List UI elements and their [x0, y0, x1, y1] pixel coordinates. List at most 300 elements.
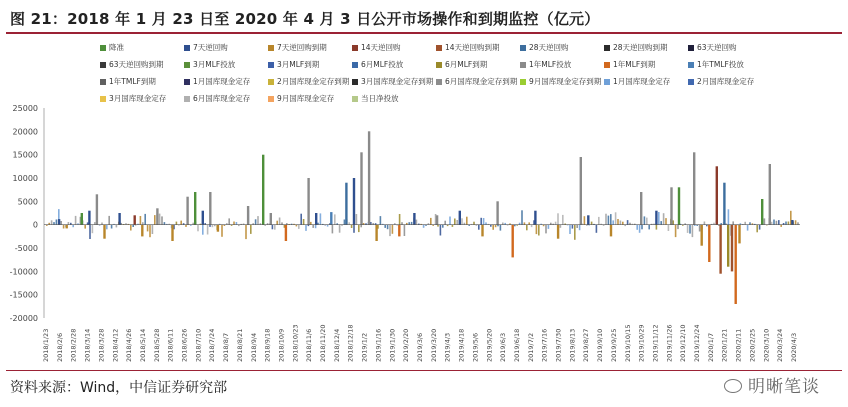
chart-bar	[332, 225, 334, 234]
chart-bar	[490, 225, 492, 227]
chart-bar	[408, 222, 410, 225]
chart-bar	[315, 213, 317, 225]
chart-bar	[555, 222, 557, 225]
legend-label: 1年TMLF到期	[109, 77, 156, 86]
chart-bar	[270, 213, 272, 225]
chart-bar	[610, 225, 612, 237]
chart-bar	[154, 215, 156, 225]
chart-bar	[788, 222, 790, 225]
chart-bar	[161, 216, 163, 224]
chart-bar	[307, 178, 309, 225]
chart-bar	[693, 152, 695, 224]
chart-bar	[480, 218, 482, 225]
x-tick-label: 2019/9/10	[596, 328, 605, 362]
chart-bar	[312, 225, 314, 228]
x-tick-label: 2020/1/7	[706, 332, 715, 362]
chart-bar	[156, 208, 158, 224]
x-tick-label: 2019/7/30	[554, 328, 563, 362]
legend-label: 9月国库现金定存	[277, 94, 335, 103]
chart-bar	[281, 222, 283, 224]
chart-bar	[778, 220, 780, 225]
chart-bar	[440, 225, 442, 236]
legend-label: 7天逆回购	[193, 43, 228, 52]
chart-bar	[94, 222, 96, 225]
x-tick-label: 2019/6/3	[499, 332, 508, 362]
x-tick-label: 2019/10/29	[637, 324, 646, 362]
legend-label: 1年MLF投放	[529, 60, 572, 69]
x-tick-label: 2019/3/20	[429, 328, 438, 362]
chart-bar	[348, 222, 350, 224]
legend-label: 6月国库现金定存	[193, 94, 251, 103]
chart-bar	[538, 225, 540, 236]
chart-bar	[749, 222, 751, 224]
chart-bar	[744, 222, 746, 225]
chart-bar	[708, 225, 710, 262]
chart-bar	[735, 225, 737, 304]
chart-bar	[780, 225, 782, 227]
chart-bar	[485, 222, 487, 224]
chart-bar	[118, 213, 120, 225]
chart-bar	[48, 223, 50, 225]
chart-bar	[622, 222, 624, 225]
chart-bar	[279, 218, 281, 225]
chart-bar	[368, 131, 370, 224]
chart-bar	[502, 223, 504, 225]
chart-bar	[531, 225, 533, 227]
chart-bar	[144, 214, 146, 225]
x-tick-label: 2018/7/24	[208, 328, 217, 362]
chart-bar	[574, 225, 576, 240]
chart-bar	[636, 225, 638, 230]
x-tick-label: 2019/1/30	[388, 328, 397, 362]
x-tick-label: 2018/9/4	[249, 332, 258, 362]
x-tick-label: 2019/5/20	[485, 328, 494, 362]
y-tick-label: 10000	[12, 174, 38, 183]
chart-bar	[81, 213, 83, 225]
chart-bar	[392, 225, 394, 234]
chart-bar	[521, 210, 523, 224]
chart-bar	[389, 225, 391, 236]
x-tick-label: 2018/7/10	[194, 328, 203, 362]
chart-bar	[608, 216, 610, 225]
chart-bar	[72, 225, 74, 228]
chart-bar	[496, 201, 498, 224]
chart-bar	[358, 225, 360, 232]
x-tick-label: 2020/3/24	[776, 328, 785, 362]
chart-bar	[579, 225, 581, 231]
chart-bar	[689, 225, 691, 234]
chart-bar	[591, 222, 593, 225]
chart-bar	[186, 197, 188, 225]
x-tick-label: 2018/8/21	[235, 328, 244, 362]
chart-bar	[398, 225, 400, 237]
legend-label: 63天逆回购	[697, 43, 737, 52]
chart-bar	[776, 221, 778, 225]
chart-bar	[250, 225, 252, 234]
chart-bar	[569, 225, 571, 234]
legend-label: 降准	[109, 43, 124, 52]
source-note: 资料来源：Wind，中信证券研究部	[10, 380, 228, 396]
chart-bar	[727, 225, 729, 267]
x-tick-label: 2018/5/28	[152, 328, 161, 362]
chart-bar	[580, 157, 582, 225]
chart-bar	[483, 218, 485, 225]
chart-bar	[141, 225, 143, 237]
chart-bar	[534, 211, 536, 225]
legend-label: 1月国库现金定存	[193, 77, 251, 86]
chart-bar	[255, 219, 257, 224]
x-tick-label: 2020/2/25	[748, 328, 757, 362]
chart-bar	[212, 225, 214, 228]
chart-bar	[360, 152, 362, 224]
chart-bar	[140, 216, 142, 225]
chart-bar	[60, 221, 62, 225]
chart-bar	[96, 194, 98, 224]
footer-rule	[6, 370, 842, 371]
chart-bar	[399, 214, 401, 225]
x-tick-label: 2018/6/11	[166, 328, 175, 362]
chart-bar	[728, 209, 730, 224]
chart-bar	[797, 222, 799, 224]
chart-bar	[247, 206, 249, 225]
x-tick-label: 2018/9/18	[263, 328, 272, 362]
x-tick-label: 2018/11/6	[305, 328, 314, 362]
chart-bar	[692, 225, 694, 237]
chart-bar	[612, 220, 614, 224]
chart-bar	[704, 222, 706, 225]
chart-bar	[176, 222, 178, 225]
chart-bar	[639, 225, 641, 233]
chart-bar	[610, 214, 612, 225]
chart-bar	[764, 218, 766, 224]
x-tick-label: 2018/2/28	[69, 328, 78, 362]
x-tick-label: 2020/3/10	[762, 328, 771, 362]
chart-bar	[648, 225, 650, 230]
chart-bar	[53, 222, 55, 225]
chart-bar	[665, 218, 667, 225]
chart-bar	[272, 225, 274, 230]
chart-bar	[351, 225, 353, 228]
chart-bar	[500, 225, 502, 231]
chart-bar	[101, 223, 103, 225]
x-tick-label: 2018/10/23	[291, 324, 300, 362]
chart-bar	[524, 222, 526, 224]
chart-bar	[430, 218, 432, 225]
legend-label: 3月国库现金定存到期	[361, 77, 434, 86]
chart-bar	[285, 225, 287, 241]
chart-bar	[416, 220, 418, 225]
chart-bar	[473, 222, 475, 225]
chart-bar	[111, 225, 113, 229]
watermark-text: 明晰笔谈	[748, 377, 820, 397]
chart-bar	[528, 222, 530, 224]
chart-bar	[442, 225, 444, 228]
chart-bar	[785, 222, 787, 225]
chart-bar	[791, 220, 793, 225]
chart-bar	[655, 211, 657, 225]
x-tick-label: 2019/3/6	[416, 332, 424, 362]
x-tick-label: 2019/11/12	[651, 324, 660, 362]
chart-bar	[701, 225, 703, 246]
chart-bar	[444, 221, 446, 225]
chart-bar	[185, 225, 187, 227]
chart-bar	[375, 225, 377, 241]
x-tick-label: 2018/3/14	[83, 328, 92, 362]
chart-bar	[274, 225, 276, 230]
x-tick-label: 2019/12/24	[693, 324, 702, 362]
x-tick-label: 2019/7/16	[540, 328, 549, 362]
chart-bar	[300, 214, 302, 225]
chart-bar	[320, 213, 322, 224]
chart-bar	[466, 217, 468, 225]
chart-bar	[646, 218, 648, 225]
x-tick-label: 2020/4/3	[790, 332, 798, 362]
chart-bar	[687, 225, 689, 233]
x-tick-label: 2019/8/27	[582, 328, 591, 362]
legend-label: 14天逆回购	[361, 43, 401, 52]
chart-bar	[197, 225, 199, 232]
chart-bar	[245, 225, 247, 239]
chart-bar	[353, 225, 355, 233]
chart-bar	[557, 225, 559, 239]
chart-bar	[492, 225, 494, 230]
chart-bar	[130, 225, 132, 231]
x-tick-label: 2019/7/2	[526, 332, 535, 362]
chart-bar	[209, 225, 211, 227]
y-tick-label: -10000	[9, 267, 38, 277]
chart-bar	[180, 221, 182, 225]
chart-bar	[164, 222, 166, 225]
legend-label: 1年MLF到期	[613, 60, 656, 69]
chart-bar	[675, 225, 677, 237]
chart-bar	[678, 187, 680, 224]
chart-bar	[108, 216, 110, 225]
chart-bar	[380, 216, 382, 225]
chart-bar	[640, 192, 642, 225]
chart-bar	[149, 225, 151, 238]
x-tick-label: 2019/10/15	[623, 324, 632, 362]
chart-bar	[276, 221, 278, 225]
chart-bar	[356, 214, 358, 225]
chart-bar	[449, 217, 451, 225]
legend-label: 7天逆回购到期	[277, 43, 327, 52]
chart-bar	[615, 212, 617, 224]
chart-bar	[732, 221, 734, 224]
legend-label: 9月国库现金定存到期	[529, 77, 602, 86]
legend-label: 3月国库现金定存	[109, 94, 167, 103]
chart-bar	[202, 211, 204, 225]
chart-bar	[305, 225, 307, 231]
chart-bar	[795, 220, 797, 224]
chart-bar	[641, 225, 643, 230]
chart-bar	[68, 222, 70, 225]
chart-bar	[629, 223, 631, 225]
chart-bar	[298, 225, 300, 229]
legend-label: 1月国库现金定存	[613, 77, 671, 86]
chart-bar	[536, 225, 538, 234]
chart-bar	[202, 225, 204, 235]
chart-bar	[413, 213, 415, 225]
chart-bar	[84, 225, 86, 229]
chart-bar	[363, 223, 365, 225]
chart-bar	[716, 166, 718, 224]
chart-bar	[605, 214, 607, 225]
chart-bar	[627, 220, 629, 225]
chart-bar	[384, 225, 386, 228]
x-tick-label: 2018/2/6	[55, 332, 64, 362]
chart-bar	[103, 225, 105, 239]
x-tick-label: 2019/4/3	[443, 332, 452, 362]
chart-bar	[75, 216, 77, 225]
x-tick-label: 2019/8/13	[568, 328, 577, 362]
chart-bar	[428, 223, 430, 225]
chart-bar	[596, 225, 598, 233]
chart-bar	[481, 225, 483, 237]
chart-bar	[461, 218, 463, 224]
chart-bar	[63, 225, 65, 229]
chart-bar	[660, 221, 662, 225]
chart-bar	[723, 183, 725, 225]
chart-bar	[699, 225, 701, 232]
chart-bar	[769, 164, 771, 225]
chart-bar	[147, 225, 149, 232]
chart-bar	[257, 216, 259, 225]
chart-bar	[562, 215, 564, 225]
chart-bar	[663, 213, 665, 224]
chart-bar	[404, 225, 406, 236]
chart-bar	[656, 225, 658, 230]
y-tick-label: -15000	[9, 290, 38, 300]
x-tick-label: 2018/12/4	[332, 328, 341, 362]
legend-label: 6月国库现金定存到期	[445, 77, 518, 86]
chart-bar	[330, 212, 332, 225]
chart-bar	[759, 225, 761, 230]
chart-bar	[106, 225, 108, 230]
x-tick-label: 2018/5/14	[138, 328, 147, 362]
chart-bar	[56, 220, 58, 225]
x-tick-label: 2018/4/12	[111, 328, 120, 362]
legend-label: 1年TMLF投放	[697, 60, 744, 69]
chart-bar	[152, 225, 154, 234]
chart-bar	[548, 225, 550, 229]
x-tick-label: 2019/2/20	[402, 328, 411, 362]
chart-bar	[452, 225, 454, 227]
chart-bar	[92, 225, 94, 234]
chart-bar	[194, 192, 196, 225]
chart-bar	[171, 225, 173, 241]
x-tick-label: 2018/3/28	[97, 328, 106, 362]
chart-bar	[557, 213, 559, 224]
y-tick-label: 5000	[17, 197, 38, 207]
chart-bar	[644, 216, 646, 224]
x-tick-label: 2019/9/25	[609, 328, 618, 362]
chart-bar	[344, 220, 346, 225]
chart-bar	[495, 225, 497, 228]
chart-bar	[738, 225, 740, 244]
x-tick-label: 2019/5/6	[471, 332, 480, 362]
chart-bar	[132, 225, 134, 227]
x-tick-label: 2018/8/7	[222, 332, 231, 362]
chart-bar	[761, 199, 763, 225]
chart-bar	[773, 220, 775, 225]
x-tick-label: 2020/1/21	[720, 328, 729, 362]
chart-bar	[560, 225, 562, 228]
chart-bar	[159, 214, 161, 225]
legend-label: 3月MLF到期	[277, 60, 320, 69]
chart-bar	[315, 225, 317, 229]
legend-label: 2月国库现金定存	[697, 77, 755, 86]
chart-bar	[677, 225, 679, 229]
chart-bar	[526, 225, 528, 231]
chart-bar	[142, 222, 144, 225]
chart-bar	[771, 222, 773, 225]
chart-bar	[217, 225, 219, 232]
y-tick-label: 25000	[12, 104, 38, 113]
legend-label: 63天逆回购到期	[109, 60, 164, 69]
x-tick-label: 2019/1/16	[374, 328, 383, 362]
chart-bar	[345, 183, 347, 225]
chart-bar	[87, 222, 89, 224]
x-tick-label: 2019/1/2	[360, 332, 369, 362]
y-tick-label: 0	[32, 220, 38, 230]
chart-bar	[262, 155, 264, 225]
chart-bar	[116, 225, 118, 228]
chart-bar	[353, 178, 355, 225]
chart-bar	[731, 225, 733, 272]
y-tick-label: 20000	[12, 127, 38, 137]
legend-label: 当日净投放	[361, 94, 399, 103]
chart-bar	[617, 219, 619, 225]
wechat-icon	[724, 379, 742, 393]
chart-bar	[387, 225, 389, 230]
chart-bar	[719, 225, 721, 274]
x-tick-label: 2018/11/20	[319, 324, 328, 362]
x-tick-label: 2019/12/10	[679, 324, 688, 362]
chart-bar	[478, 225, 480, 230]
chart-bar	[620, 221, 622, 225]
x-tick-label: 2019/11/26	[665, 324, 674, 362]
chart-bar	[233, 222, 235, 225]
y-tick-label: -5000	[14, 244, 38, 253]
chart-bar	[228, 218, 230, 224]
x-tick-label: 2019/6/18	[512, 328, 521, 362]
chart-bar	[207, 225, 209, 235]
chart-bar	[572, 225, 574, 229]
legend-label: 3月MLF投放	[193, 60, 236, 69]
chart-bar	[411, 222, 413, 225]
chart-bar	[310, 222, 312, 225]
legend-label: 14天逆回购到期	[445, 43, 500, 52]
legend-label: 28天逆回购到期	[613, 43, 668, 52]
x-tick-label: 2018/10/9	[277, 328, 286, 362]
watermark	[724, 372, 820, 397]
x-tick-label: 2018/12/18	[346, 324, 355, 362]
chart-bar	[747, 225, 749, 231]
chart-bar	[88, 211, 90, 225]
chart-bar	[66, 225, 68, 229]
chart-bar	[576, 225, 578, 228]
chart-bar	[89, 225, 91, 239]
chart-bar	[209, 192, 211, 225]
chart-bar	[658, 212, 660, 225]
chart-bar	[339, 225, 341, 233]
chart-bar	[512, 225, 514, 258]
y-tick-label: -20000	[9, 314, 38, 323]
chart-bar	[327, 225, 329, 227]
chart-bar	[303, 219, 305, 225]
y-tick-label: 15000	[12, 150, 38, 160]
x-tick-label: 2018/1/23	[42, 328, 50, 362]
